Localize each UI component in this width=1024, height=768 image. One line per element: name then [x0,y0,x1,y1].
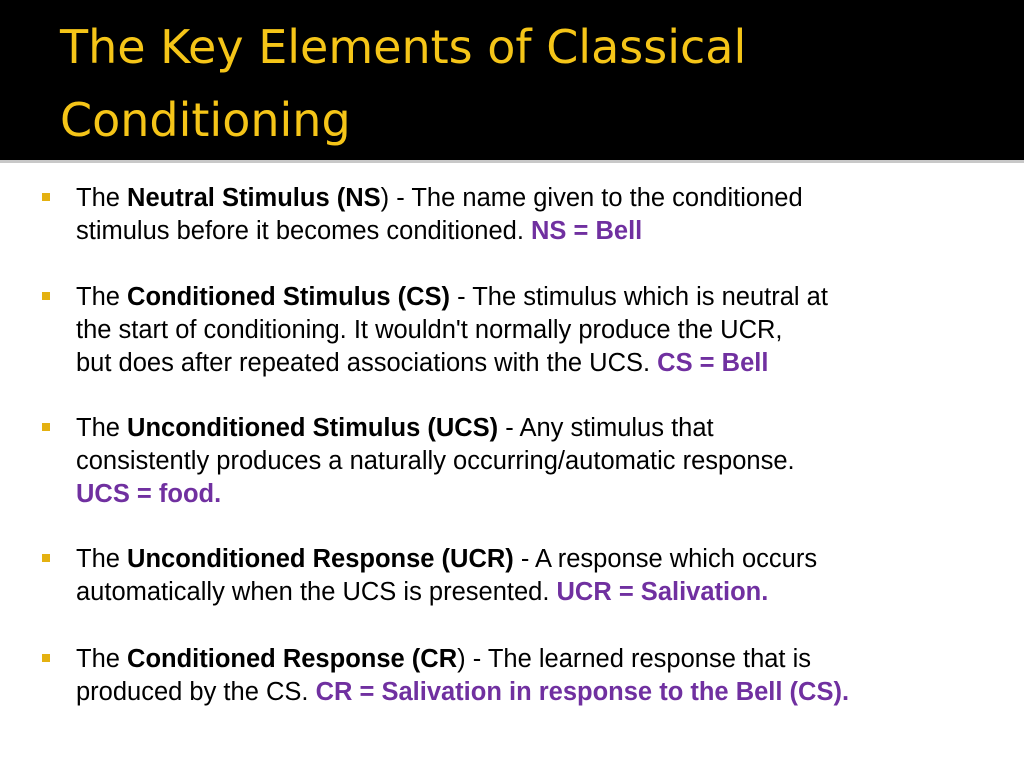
definition-text: - The stimulus which is neutral at [450,283,828,311]
bullet-line [76,647,811,673]
bullet-line [76,219,642,245]
definition-text: - A response which occurs [513,545,818,573]
bullet-prefix: The [76,283,128,311]
definition-text: consistently produces a naturally occurring/automatic response. [76,447,795,475]
bullet-line [76,449,795,475]
bullet-prefix: The [76,184,128,212]
definition-text: ) - The learned response that is [457,645,812,673]
definition-text: stimulus before it becomes conditioned. [76,217,531,245]
term-unconditioned-response: Unconditioned Response (UCR) [127,545,514,573]
term-closing-paren: ) [380,184,390,212]
term-conditioned-response: Conditioned Response (CR [127,645,458,673]
bullet-prefix: The [76,545,128,573]
bullet-line [76,547,817,573]
bullet-square-icon [42,193,50,201]
bullet-line [76,351,768,377]
definition-text: automatically when the UCS is presented. [76,578,557,606]
bullet-line [76,416,714,442]
bullet-line [76,318,782,344]
bullet-line [76,680,849,706]
definition-text: - Any stimulus that [498,414,714,442]
example-highlight: CR = Salivation in response to the Bell (CS). [315,678,850,706]
example-highlight: UCR = Salivation. [556,578,769,606]
bullet-line [76,186,803,212]
bullet-line [76,285,828,311]
bullet-prefix: The [76,414,128,442]
bullet-prefix: The [76,645,128,673]
term-unconditioned-stimulus: Unconditioned Stimulus (UCS) [127,414,499,442]
bullet-line [76,482,221,508]
example-highlight: UCS = food. [76,480,222,508]
definition-text: - The name given to the conditioned [389,184,803,212]
definition-text: produced by the CS. [76,678,316,706]
example-highlight: NS = Bell [531,217,643,245]
bullet-square-icon [42,423,50,431]
definition-text: the start of conditioning. It wouldn't normally produce the UCR, [76,316,783,344]
slide-title-line-1: The Key Elements of Classical [60,20,747,74]
term-conditioned-stimulus: Conditioned Stimulus (CS) [127,283,451,311]
bullet-line [76,580,768,606]
slide-title-line-2: Conditioning [60,93,351,147]
definition-text: but does after repeated associations with the UCS. [76,349,658,377]
example-highlight: CS = Bell [657,349,769,377]
bullet-square-icon [42,654,50,662]
bullet-square-icon [42,292,50,300]
term-neutral-stimulus: Neutral Stimulus (NS [127,184,381,212]
bullet-square-icon [42,554,50,562]
